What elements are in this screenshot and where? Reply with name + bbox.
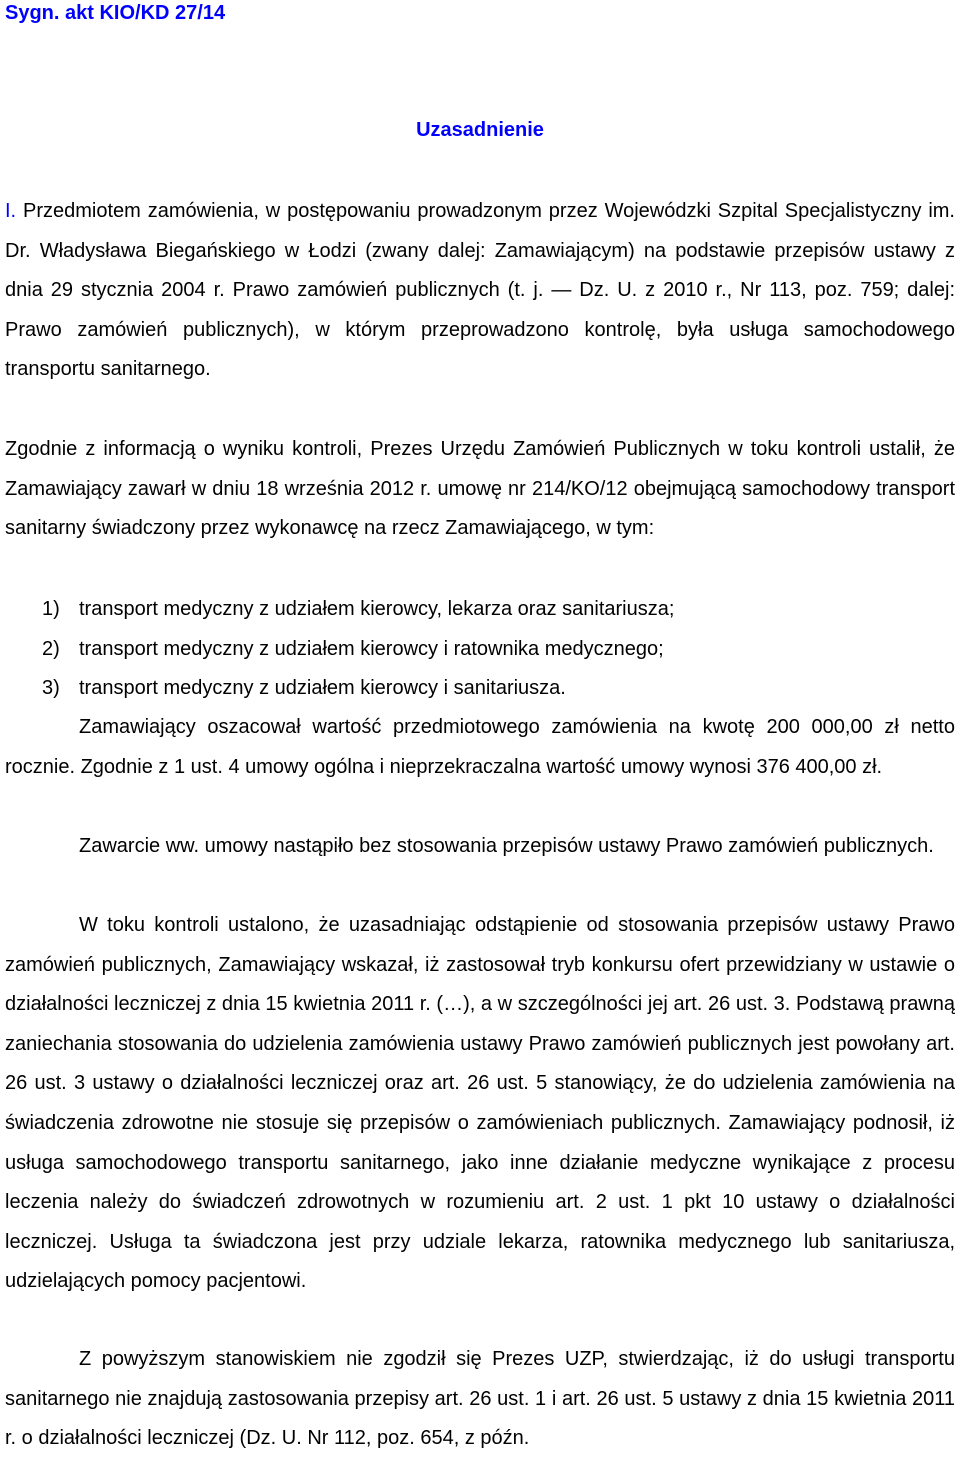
document-heading: Uzasadnienie bbox=[416, 119, 544, 141]
list-item bbox=[42, 638, 664, 661]
case-signature: Sygn. akt KIO/KD 27/14 bbox=[5, 2, 226, 24]
list-item-number: 2) bbox=[42, 638, 60, 660]
list-item bbox=[42, 677, 566, 700]
list-item-number: 3) bbox=[42, 677, 60, 699]
section-1-text: Przedmiotem zamówienia, w postępowaniu prowadzonym przez Wojewódzki Szpital Specjalistyczny im. Dr. Władysława Biegańskiego w Łodzi (zwany dalej: Zamawiającym) na podstawie przepisów ustawy z dnia 29 stycznia 2004 r. Prawo zamówień publicznych (t. j. — Dz. U. z 2010 r., Nr 113, poz. 759; dalej: Prawo zamówień publicznych), w którym przeprowadzono kontrolę, była usługa samochodowego transportu sanitarnego. bbox=[5, 200, 955, 381]
list-item-text: transport medyczny z udziałem kierowcy i ratownika medycznego; bbox=[79, 638, 664, 660]
section-numeral: I. bbox=[5, 200, 17, 222]
paragraph-uzp-position: Z powyższym stanowiskiem nie zgodził się Prezes UZP, stwierdzając, iż do usługi transportu sanitarnego nie znajdują zastosowania przepisy art. 26 ust. 1 i art. 26 ust. 5 ustawy z dnia 15 kwietnia 2011 r. o działalności leczniczej (Dz. U. Nr 112, poz. 654, z późn. bbox=[5, 1348, 955, 1450]
list-item-number: 1) bbox=[42, 598, 60, 620]
paragraph-contract-findings: Zgodnie z informacją o wyniku kontroli, Prezes Urzędu Zamówień Publicznych w toku kontroli ustalił, że Zamawiający zawarł w dniu 18 września 2012 r. umowę nr 214/KO/12 obejmującą samochodowy transport sanitarny świadczony przez wykonawcę na rzecz Zamawiającego, w tym: bbox=[5, 438, 955, 540]
paragraph-estimated-value: Zamawiający oszacował wartość przedmiotowego zamówienia na kwotę 200 000,00 zł netto rocznie. Zgodnie z 1 ust. 4 umowy ogólna i nieprzekraczalna wartość umowy wynosi 376 400,00 zł. bbox=[5, 716, 955, 778]
paragraph-contract-conclusion: Zawarcie ww. umowy nastąpiło bez stosowania przepisów ustawy Prawo zamówień publicznych. bbox=[79, 835, 934, 857]
list-item-text: transport medyczny z udziałem kierowcy, lekarza oraz sanitariusza; bbox=[79, 598, 675, 620]
list-item bbox=[42, 598, 674, 621]
list-item-text: transport medyczny z udziałem kierowcy i sanitariusza. bbox=[79, 677, 566, 699]
paragraph-inspection-findings: W toku kontroli ustalono, że uzasadniając odstąpienie od stosowania przepisów ustawy Prawo zamówień publicznych, Zamawiający wskazał, iż zastosował tryb konkursu ofert przewidziany w ustawie o działalności leczniczej z dnia 15 kwietnia 2011 r. (…), a w szczególności jej art. 26 ust. 3. Podstawą prawną zaniechania stosowania do udzielenia zamówienia ustawy Prawo zamówień publicznych jest powołany art. 26 ust. 3 ustawy o działalności leczniczej oraz art. 26 ust. 5 stanowiący, że do udzielenia zamówienia na świadczenia zdrowotne nie stosuje się przepisów o zamówieniach publicznych. Zamawiający podnosił, iż usługa samochodowego transportu sanitarnego, jako inne działanie medyczne wynikające z procesu leczenia należy do świadczeń zdrowotnych w rozumieniu art. 2 ust. 1 pkt 10 ustawy o działalności leczniczej. Usługa ta świadczona jest przy udziale lekarza, ratownika medycznego lub sanitariusza, udzielających pomocy pacjentowi. bbox=[5, 914, 955, 1293]
section-1-paragraph bbox=[5, 192, 955, 390]
